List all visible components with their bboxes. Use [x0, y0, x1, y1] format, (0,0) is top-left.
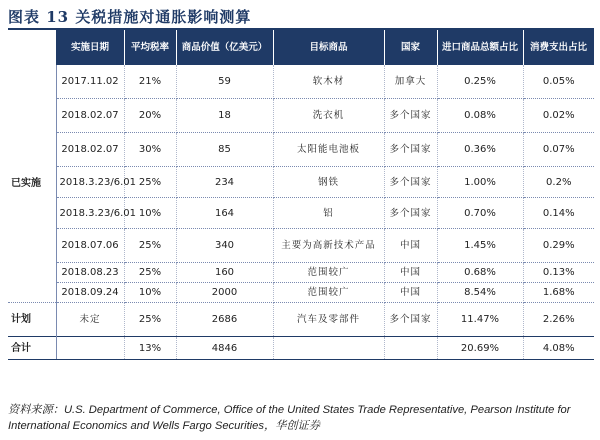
cell-rate: 25% [124, 303, 176, 337]
cell-date: 2018.08.23 [56, 263, 124, 283]
cell-goods: 铝 [273, 198, 384, 229]
cell-consumption-share: 0.02% [523, 99, 594, 133]
total-row [8, 337, 594, 360]
table-row [8, 133, 594, 167]
header-country: 国家 [384, 30, 437, 65]
cell-date: 2017.11.02 [56, 65, 124, 99]
cell-consumption-share: 0.14% [523, 198, 594, 229]
cell-import-share: 0.70% [437, 198, 523, 229]
cell-value: 85 [176, 133, 273, 167]
table-row [8, 167, 594, 198]
cell-country: 中国 [384, 263, 437, 283]
cell-import-share: 8.54% [437, 283, 523, 303]
cell-country: 中国 [384, 283, 437, 303]
cell-date: 2018.02.07 [56, 133, 124, 167]
cell-goods: 主要为高新技术产品 [273, 229, 384, 263]
header-goods: 目标商品 [273, 30, 384, 65]
cell-value: 164 [176, 198, 273, 229]
cell-value: 2000 [176, 283, 273, 303]
header-blank [8, 30, 56, 65]
cell-goods: 软木材 [273, 65, 384, 99]
cell-value: 2686 [176, 303, 273, 337]
cell-consumption-share: 0.2% [523, 167, 594, 198]
table-row [8, 198, 594, 229]
cell-date [56, 337, 124, 360]
cell-date: 未定 [56, 303, 124, 337]
cell-country: 多个国家 [384, 99, 437, 133]
cell-country: 多个国家 [384, 303, 437, 337]
table-row [8, 263, 594, 283]
cell-goods: 洗衣机 [273, 99, 384, 133]
cell-rate: 21% [124, 65, 176, 99]
header-rate: 平均税率 [124, 30, 176, 65]
cell-rate: 10% [124, 283, 176, 303]
cell-import-share: 0.68% [437, 263, 523, 283]
cell-import-share: 11.47% [437, 303, 523, 337]
cell-date: 2018.02.07 [56, 99, 124, 133]
cell-goods: 钢铁 [273, 167, 384, 198]
table-row [8, 283, 594, 303]
cell-country: 多个国家 [384, 167, 437, 198]
header-consumption-share: 消费支出占比 [523, 30, 594, 65]
cell-country: 中国 [384, 229, 437, 263]
figure-title: 图表 13 关税措施对通胀影响测算 [8, 8, 252, 26]
cell-rate: 13% [124, 337, 176, 360]
table-row [8, 303, 594, 337]
cell-value: 234 [176, 167, 273, 198]
cell-value: 340 [176, 229, 273, 263]
cell-consumption-share: 0.05% [523, 65, 594, 99]
source-note: 资料来源：U.S. Department of Commerce, Office of the United States Trade Representative, Pearson Institute for International Economics and Wells Fargo Securities，华创证券 [8, 404, 571, 432]
cell-goods: 范围较广 [273, 263, 384, 283]
cell-country [384, 337, 437, 360]
cell-consumption-share: 0.13% [523, 263, 594, 283]
header-value: 商品价值（亿美元） [176, 30, 273, 65]
cell-consumption-share: 0.29% [523, 229, 594, 263]
cell-value: 4846 [176, 337, 273, 360]
cell-consumption-share: 0.07% [523, 133, 594, 167]
header-import-share: 进口商品总额占比 [437, 30, 523, 65]
header-date: 实施日期 [56, 30, 124, 65]
cell-goods [273, 337, 384, 360]
cell-consumption-share: 2.26% [523, 303, 594, 337]
group-label-total: 合计 [8, 337, 56, 360]
cell-import-share: 1.45% [437, 229, 523, 263]
cell-goods: 范围较广 [273, 283, 384, 303]
cell-import-share: 0.25% [437, 65, 523, 99]
cell-consumption-share: 1.68% [523, 283, 594, 303]
cell-rate: 30% [124, 133, 176, 167]
cell-country: 多个国家 [384, 198, 437, 229]
table-row [8, 65, 594, 99]
header-row [8, 30, 594, 65]
cell-country: 加拿大 [384, 65, 437, 99]
cell-date: 2018.07.06 [56, 229, 124, 263]
table-row [8, 99, 594, 133]
cell-country: 多个国家 [384, 133, 437, 167]
cell-import-share: 1.00% [437, 167, 523, 198]
table-row [8, 229, 594, 263]
group-label-implemented: 已实施 [8, 65, 56, 303]
group-label-planned: 计划 [8, 303, 56, 337]
cell-rate: 10% [124, 198, 176, 229]
cell-value: 18 [176, 99, 273, 133]
cell-rate: 25% [124, 263, 176, 283]
cell-import-share: 0.36% [437, 133, 523, 167]
cell-import-share: 20.69% [437, 337, 523, 360]
tariff-inflation-table [8, 30, 595, 360]
cell-value: 59 [176, 65, 273, 99]
cell-consumption-share: 4.08% [523, 337, 594, 360]
cell-goods: 汽车及零部件 [273, 303, 384, 337]
cell-import-share: 0.08% [437, 99, 523, 133]
cell-rate: 20% [124, 99, 176, 133]
cell-date: 2018.09.24 [56, 283, 124, 303]
cell-rate: 25% [124, 229, 176, 263]
cell-date: 2018.3.23/6.01 [56, 167, 124, 198]
cell-value: 160 [176, 263, 273, 283]
cell-rate: 25% [124, 167, 176, 198]
cell-goods: 太阳能电池板 [273, 133, 384, 167]
cell-date: 2018.3.23/6.01 [56, 198, 124, 229]
